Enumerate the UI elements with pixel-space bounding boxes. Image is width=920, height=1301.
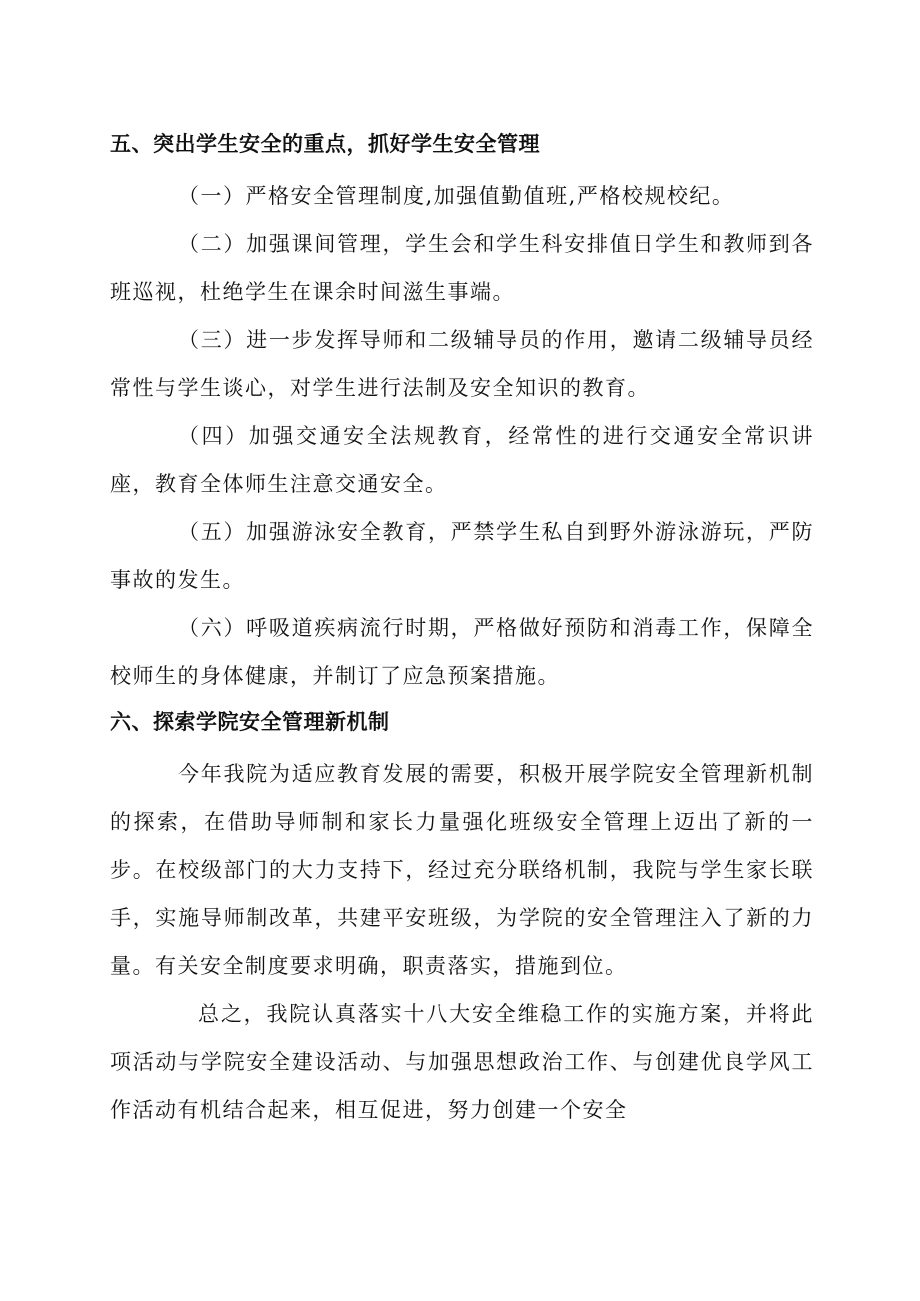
paragraph-5-4: （四）加强交通安全法规教育，经常性的进行交通安全常识讲座，教育全体师生注意交通安全。: [110, 424, 814, 496]
paragraph-6-2: 总之，我院认真落实十八大安全维稳工作的实施方案，并将此项活动与学院安全建设活动、与加强思想政治工作、与创建优良学风工作活动有机结合起来，相互促进，努力创建一个安全: [110, 1002, 814, 1122]
paragraph-6-1: 今年我院为适应教育发展的需要，积极开展学院安全管理新机制的探索，在借助导师制和家长力量强化班级安全管理上迈出了新的一步。在校级部门的大力支持下，经过充分联络机制，我院与学生家长联手，实施导师制改革，共建平安班级，为学院的安全管理注入了新的力量。有关安全制度要求明确，职责落实，措施到位。: [110, 762, 814, 978]
paragraph-5-2: （二）加强课间管理，学生会和学生科安排值日学生和教师到各班巡视，杜绝学生在课余时间滋生事端。: [110, 232, 814, 304]
paragraph-5-6: （六）呼吸道疾病流行时期，严格做好预防和消毒工作，保障全校师生的身体健康，并制订了应急预案措施。: [110, 616, 814, 688]
paragraph-5-3: （三）进一步发挥导师和二级辅导员的作用，邀请二级辅导员经常性与学生谈心，对学生进行法制及安全知识的教育。: [110, 328, 814, 400]
paragraph-5-1: （一）严格安全管理制度,加强值勤值班,严格校规校纪。: [178, 184, 735, 208]
document-body: [110, 126, 814, 1134]
section-heading-5: 五、突出学生安全的重点，抓好学生安全管理: [110, 132, 540, 156]
section-heading-6: 六、探索学院安全管理新机制: [110, 710, 390, 734]
paragraph-5-5: （五）加强游泳安全教育，严禁学生私自到野外游泳游玩，严防事故的发生。: [110, 520, 814, 592]
